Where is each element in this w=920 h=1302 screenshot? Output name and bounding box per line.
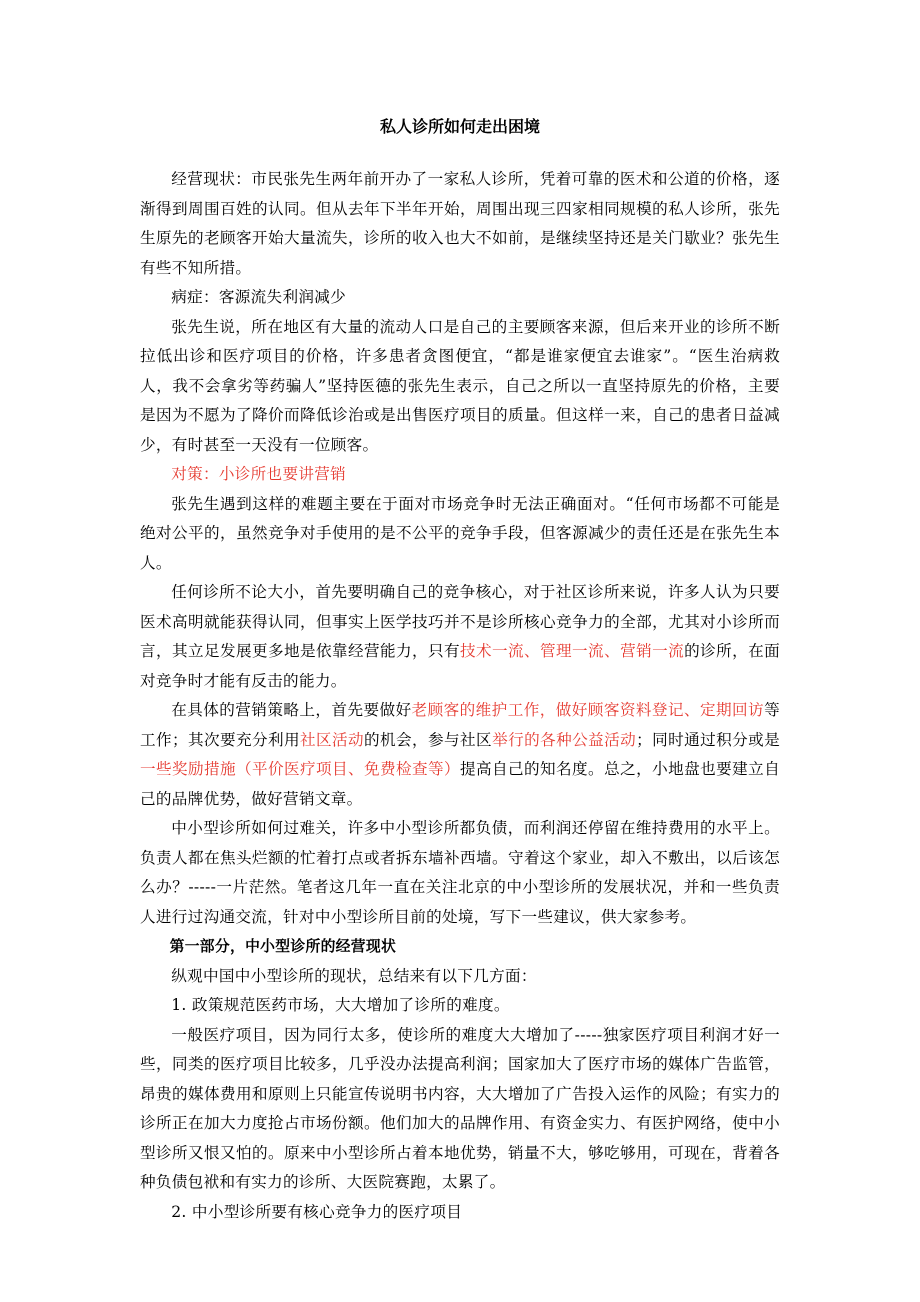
text-span: 在具体的营销策略上，首先要做好 (171, 701, 412, 719)
list-item-1: 1. 政策规范医药市场，大大增加了诊所的难度。 (171, 996, 510, 1014)
text-span: 任何诊所不论大小，首先要明确自己的竞争核心，对于社区诊所来说，许多人认为只要医术高明就能获得认同，但事实上医学技巧并不是诊所核心竞争力的全部，尤其对小诊所而言，其立足发展更多地是依靠经营能力，只有 (140, 583, 780, 660)
document-title: 私人诊所如何走出困境 (379, 117, 540, 136)
paragraph-operating-status: 经营现状：市民张先生两年前开办了一家私人诊所，凭着可靠的医术和公道的价格，逐渐得到周围百姓的认同。但从去年下半年开始，周围出现三四家相同规模的私人诊所，张先生原先的老顾客开始大量流失，诊所的收入也大不如前，是继续坚持还是关门歇业？张先生有些不知所措。 (140, 170, 780, 277)
highlight-span: 老顾客的维护工作，做好顾客资料登记、定期回访 (411, 701, 765, 719)
paragraph-overview: 纵观中国中小型诊所的现状，总结来有以下几方面： (171, 966, 537, 985)
paragraph-difficulties: 中小型诊所如何过难关，许多中小型诊所都负债，而利润还停留在维持费用的水平上。负责人都在焦头烂额的忙着打点或者拆东墙补西墙。守着这个家业，却入不敷出，以后该怎么办？-----一片茫然。笔者这几年一直在关注北京的中小型诊所的发展状况，并和一些负责人进行过沟通交流，针对中小型诊所目前的处境，写下一些建议，供大家参考。 (140, 819, 780, 926)
paragraph-core-competence (140, 578, 780, 696)
paragraph-marketing-strategy (140, 696, 780, 814)
paragraph-symptom: 病症：客源流失利润减少 (171, 288, 347, 306)
paragraph-general-projects: 一般医疗项目，因为同行太多，使诊所的难度大大增加了-----独家医疗项目利润才好一些，同类的医疗项目比较多，几乎没办法提高利润；国家加大了医疗市场的媒体广告监管，昂贵的媒体费用和原则上只能宣传说明书内容，大大增加了广告投入运作的风险；有实力的诊所正在加大力度抢占市场份额。他们加大的品牌作用、有资金实力、有医护网络，使中小型诊所又恨又怕的。原来中小型诊所占着本地优势，销量不大，够吃够用，可现在，背着各种负债包袱和有实力的诊所、大医院赛跑，太累了。 (140, 1025, 780, 1191)
section-heading-part-one: 第一部分，中小型诊所的经营现状 (169, 938, 397, 955)
highlight-span: 技术一流、管理一流、营销一流 (460, 642, 685, 660)
list-item-2: 2. 中小型诊所要有核心竞争力的医疗项目 (171, 1202, 463, 1221)
paragraph-strategy-heading: 对策：小诊所也要讲营销 (171, 465, 347, 483)
text-span: 提高自己的知名度。总之，小地盘也要建立自己的品牌优势，做好营销文章。 (140, 760, 780, 808)
highlight-span: 一些奖励措施（平价医疗项目、免费检查等） (140, 760, 461, 778)
document-body (140, 165, 780, 1227)
highlight-span: 举行的各种公益活动 (492, 730, 637, 749)
paragraph-market-competition: 张先生遇到这样的难题主要在于面对市场竞争时无法正确面对。“任何市场都不可能是绝对公平的，虽然竞争对手使用的是不公平的竞争手段，但客源减少的责任还是在张先生本人。 (140, 494, 780, 572)
highlight-span: 社区活动 (300, 730, 365, 749)
text-span: 的机会，参与社区 (364, 730, 493, 749)
text-span: ；同时通过积分或是 (636, 730, 781, 749)
paragraph-zhang-statement: 张先生说，所在地区有大量的流动人口是自己的主要顾客来源，但后来开业的诊所不断拉低出诊和医疗项目的价格，许多患者贪图便宜，“都是谁家便宜去谁家”。“医生治病救人，我不会拿劣等药骗人”坚持医德的张先生表示，自己之所以一直坚持原先的价格，主要是因为不愿为了降价而降低诊治或是出售医疗项目的质量。但这样一来，自己的患者日益减少，有时甚至一天没有一位顾客。 (140, 317, 780, 454)
text-span: 的诊所，在面对竞争时才能有反击的能力。 (140, 642, 780, 690)
text-span: 等工作；其次要充分利用 (140, 701, 780, 749)
